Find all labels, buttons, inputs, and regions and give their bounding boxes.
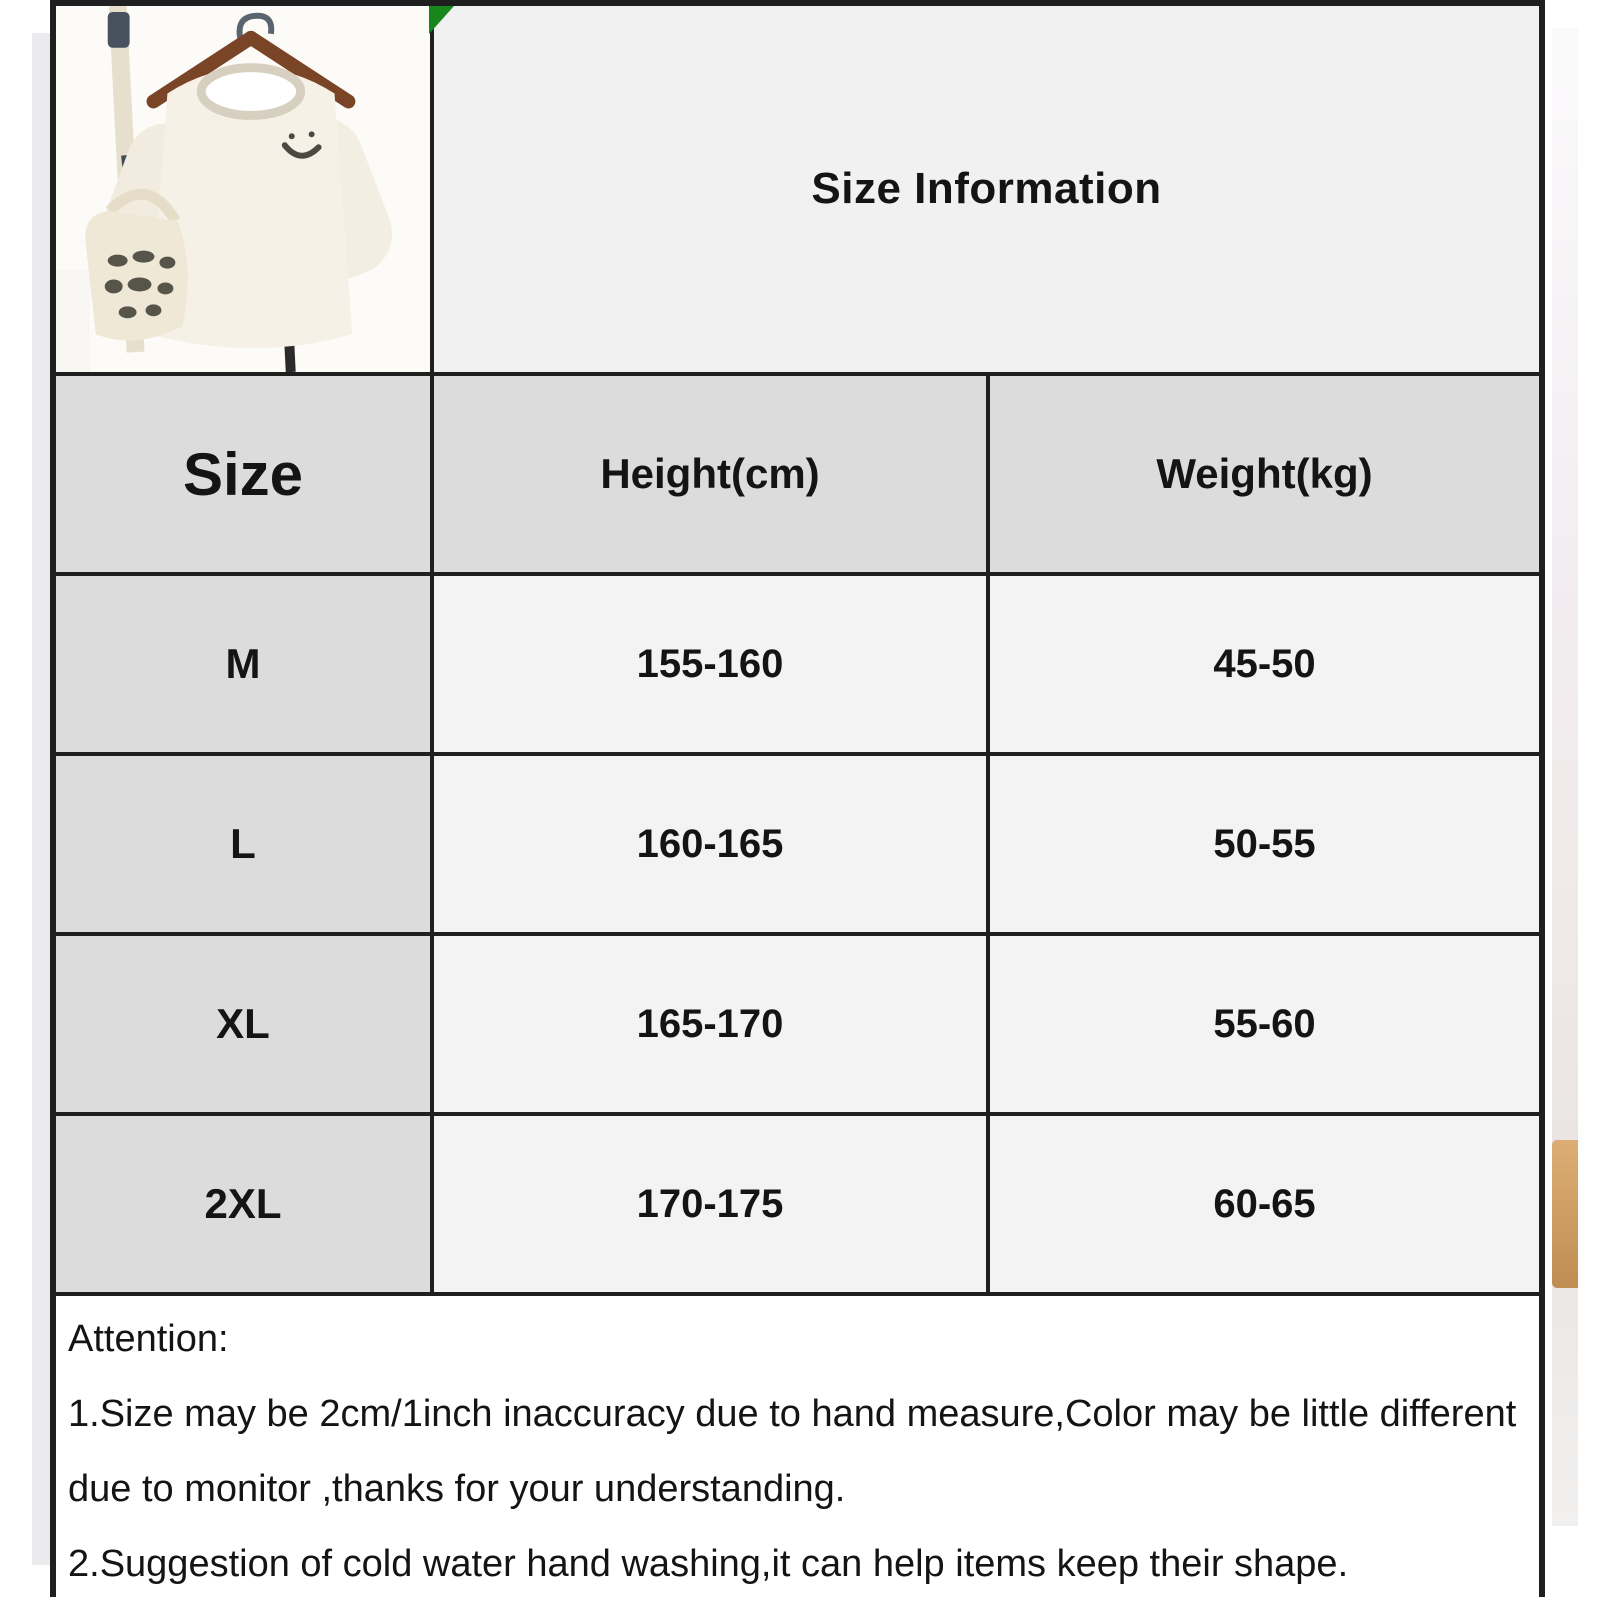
weight-cell-xl: 55-60 xyxy=(990,936,1539,1112)
pole-clamp xyxy=(108,12,130,48)
height-cell-l: 160-165 xyxy=(434,756,986,932)
green-corner-flag-icon xyxy=(429,6,454,34)
tan-object-fragment xyxy=(1552,1140,1578,1288)
size-cell-2xl: 2XL xyxy=(56,1116,430,1292)
weight-cell-m: 45-50 xyxy=(990,576,1539,752)
size-cell-xl: XL xyxy=(56,936,430,1112)
height-cell-2xl: 170-175 xyxy=(434,1116,986,1292)
left-gray-strip xyxy=(32,33,50,1565)
smiley-left-eye xyxy=(289,133,295,139)
header-weight: Weight(kg) xyxy=(990,376,1539,572)
weight-cell-l: 50-55 xyxy=(990,756,1539,932)
size-cell-m: M xyxy=(56,576,430,752)
header-height: Height(cm) xyxy=(434,376,986,572)
adjacent-photo-sliver xyxy=(1552,28,1578,1526)
size-cell-l: L xyxy=(56,756,430,932)
product-photo xyxy=(56,6,430,372)
page-title: Size Information xyxy=(811,164,1162,213)
background-card xyxy=(56,271,90,372)
tshirt-photo-illustration xyxy=(56,6,430,372)
attention-section xyxy=(56,1296,1539,1608)
attention-heading: Attention: xyxy=(68,1318,229,1360)
height-cell-xl: 165-170 xyxy=(434,936,986,1112)
smiley-right-eye xyxy=(309,131,315,137)
size-table xyxy=(50,0,1545,1597)
attention-note: 1.Size may be 2cm/1inch inaccuracy due to hand measure,Color may be little different due to monitor ,thanks for your understanding. xyxy=(68,1393,1517,1510)
height-cell-m: 155-160 xyxy=(434,576,986,752)
header-size: Size xyxy=(56,376,430,572)
title-cell xyxy=(434,6,1539,372)
attention-note: 2.Suggestion of cold water hand washing,it can help items keep their shape. xyxy=(68,1543,1349,1585)
weight-cell-2xl: 60-65 xyxy=(990,1116,1539,1292)
tote-bag xyxy=(85,211,187,341)
